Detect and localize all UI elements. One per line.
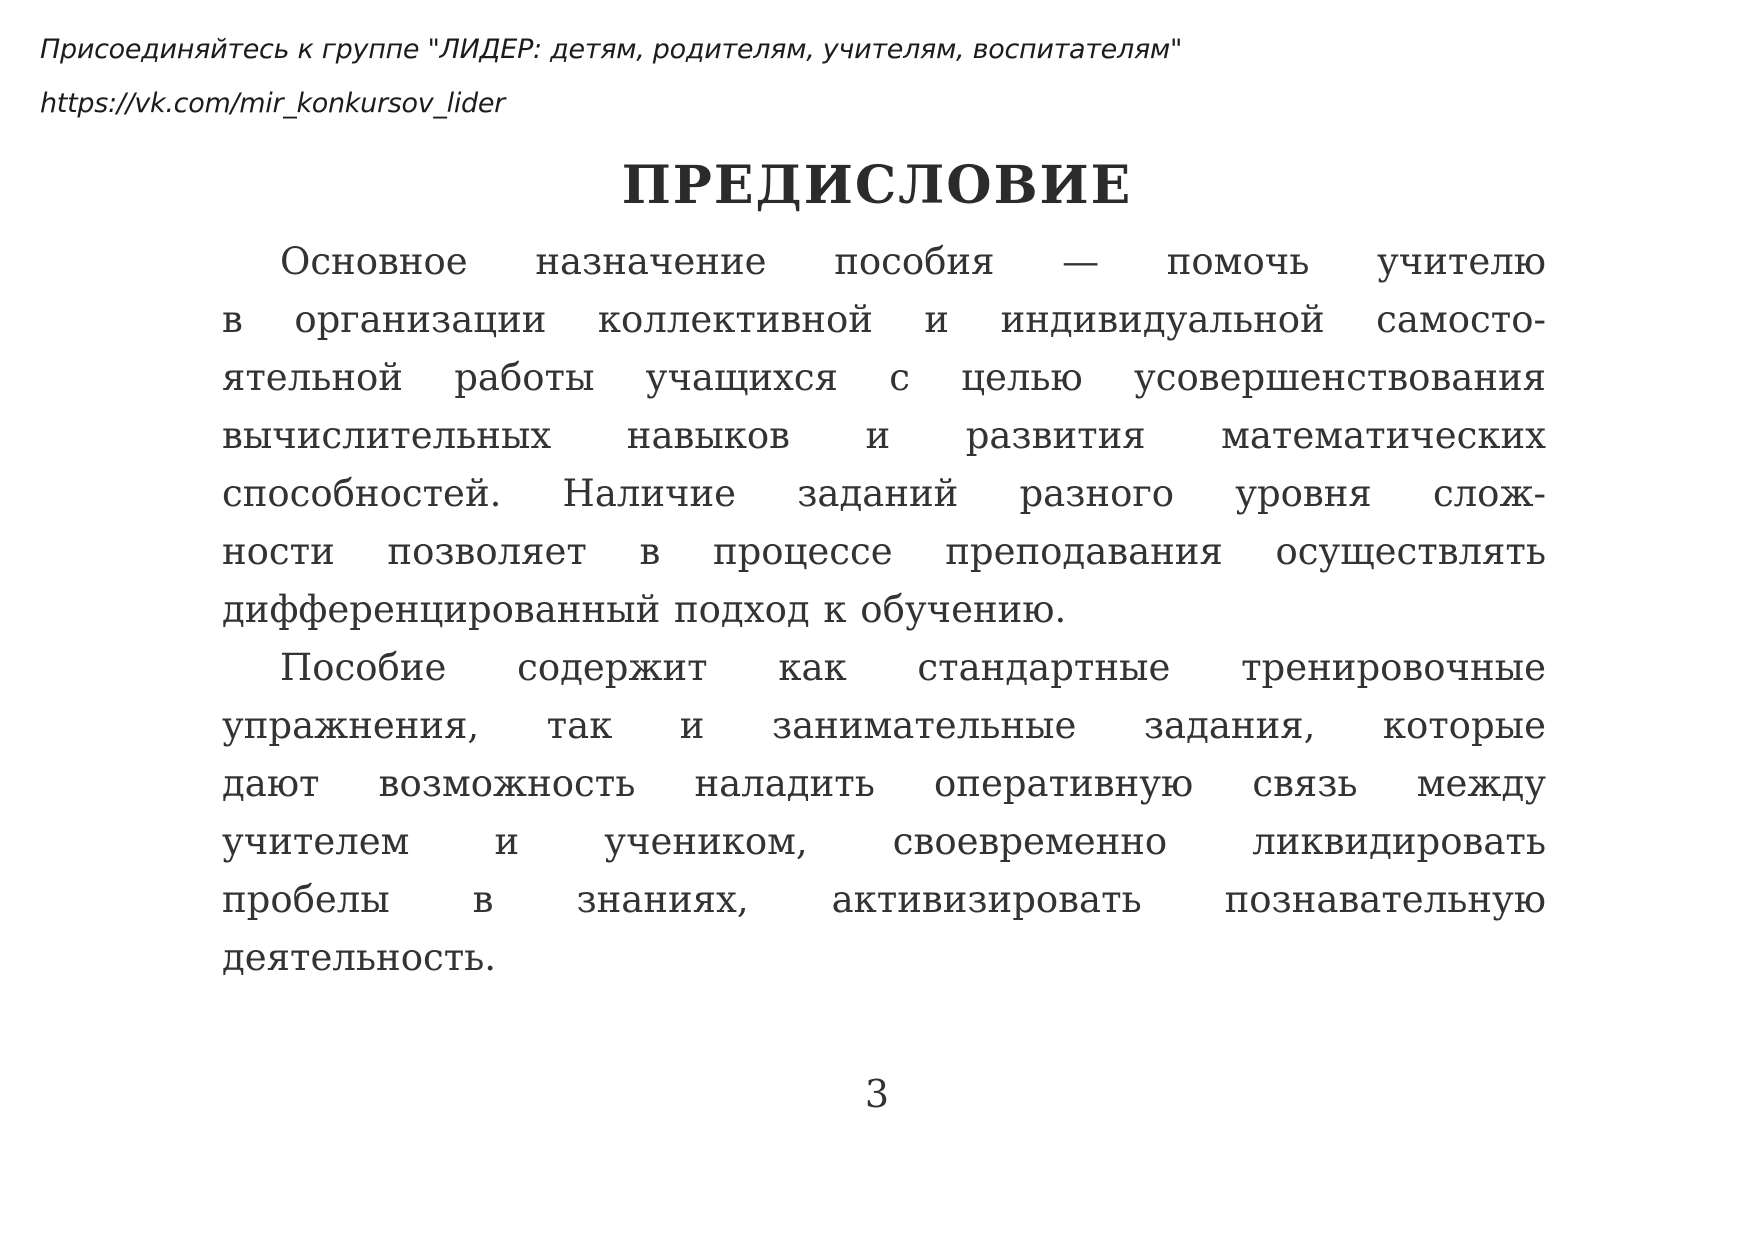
group-invite-text: Присоединяйтесь к группе "ЛИДЕР: детям, родителям, учителям, воспитателям": [40, 34, 1183, 65]
paragraph-2: [222, 639, 1546, 987]
group-link-text: https://vk.com/mir_konkursov_lider: [40, 88, 505, 119]
text-line: упражнения, так и занимательные задания, которые: [222, 704, 1546, 747]
text-line: в организации коллективной и индивидуальной самосто-: [222, 298, 1546, 341]
text-line: деятельность.: [222, 936, 497, 979]
text-line: пробелы в знаниях, активизировать познавательную: [222, 878, 1546, 921]
text-line: вычислительных навыков и развития математических: [222, 414, 1546, 457]
paragraph-1: [222, 233, 1546, 639]
text-line: способностей. Наличие заданий разного уровня слож-: [222, 472, 1546, 515]
text-line: ятельной работы учащихся с целью усовершенствования: [222, 356, 1546, 399]
text-line: учителем и учеником, своевременно ликвидировать: [222, 820, 1546, 863]
text-line: дифференцированный подход к обучению.: [222, 588, 1067, 631]
page-title: ПРЕДИСЛОВИЕ: [621, 155, 1133, 216]
text-line: Основное назначение пособия — помочь учителю: [280, 240, 1546, 283]
text-line: ности позволяет в процессе преподавания осуществлять: [222, 530, 1546, 573]
text-line: Пособие содержит как стандартные тренировочные: [280, 646, 1546, 689]
page-number: 3: [864, 1072, 890, 1116]
preface-body: [222, 233, 1546, 987]
text-line: дают возможность наладить оперативную связь между: [222, 762, 1546, 805]
